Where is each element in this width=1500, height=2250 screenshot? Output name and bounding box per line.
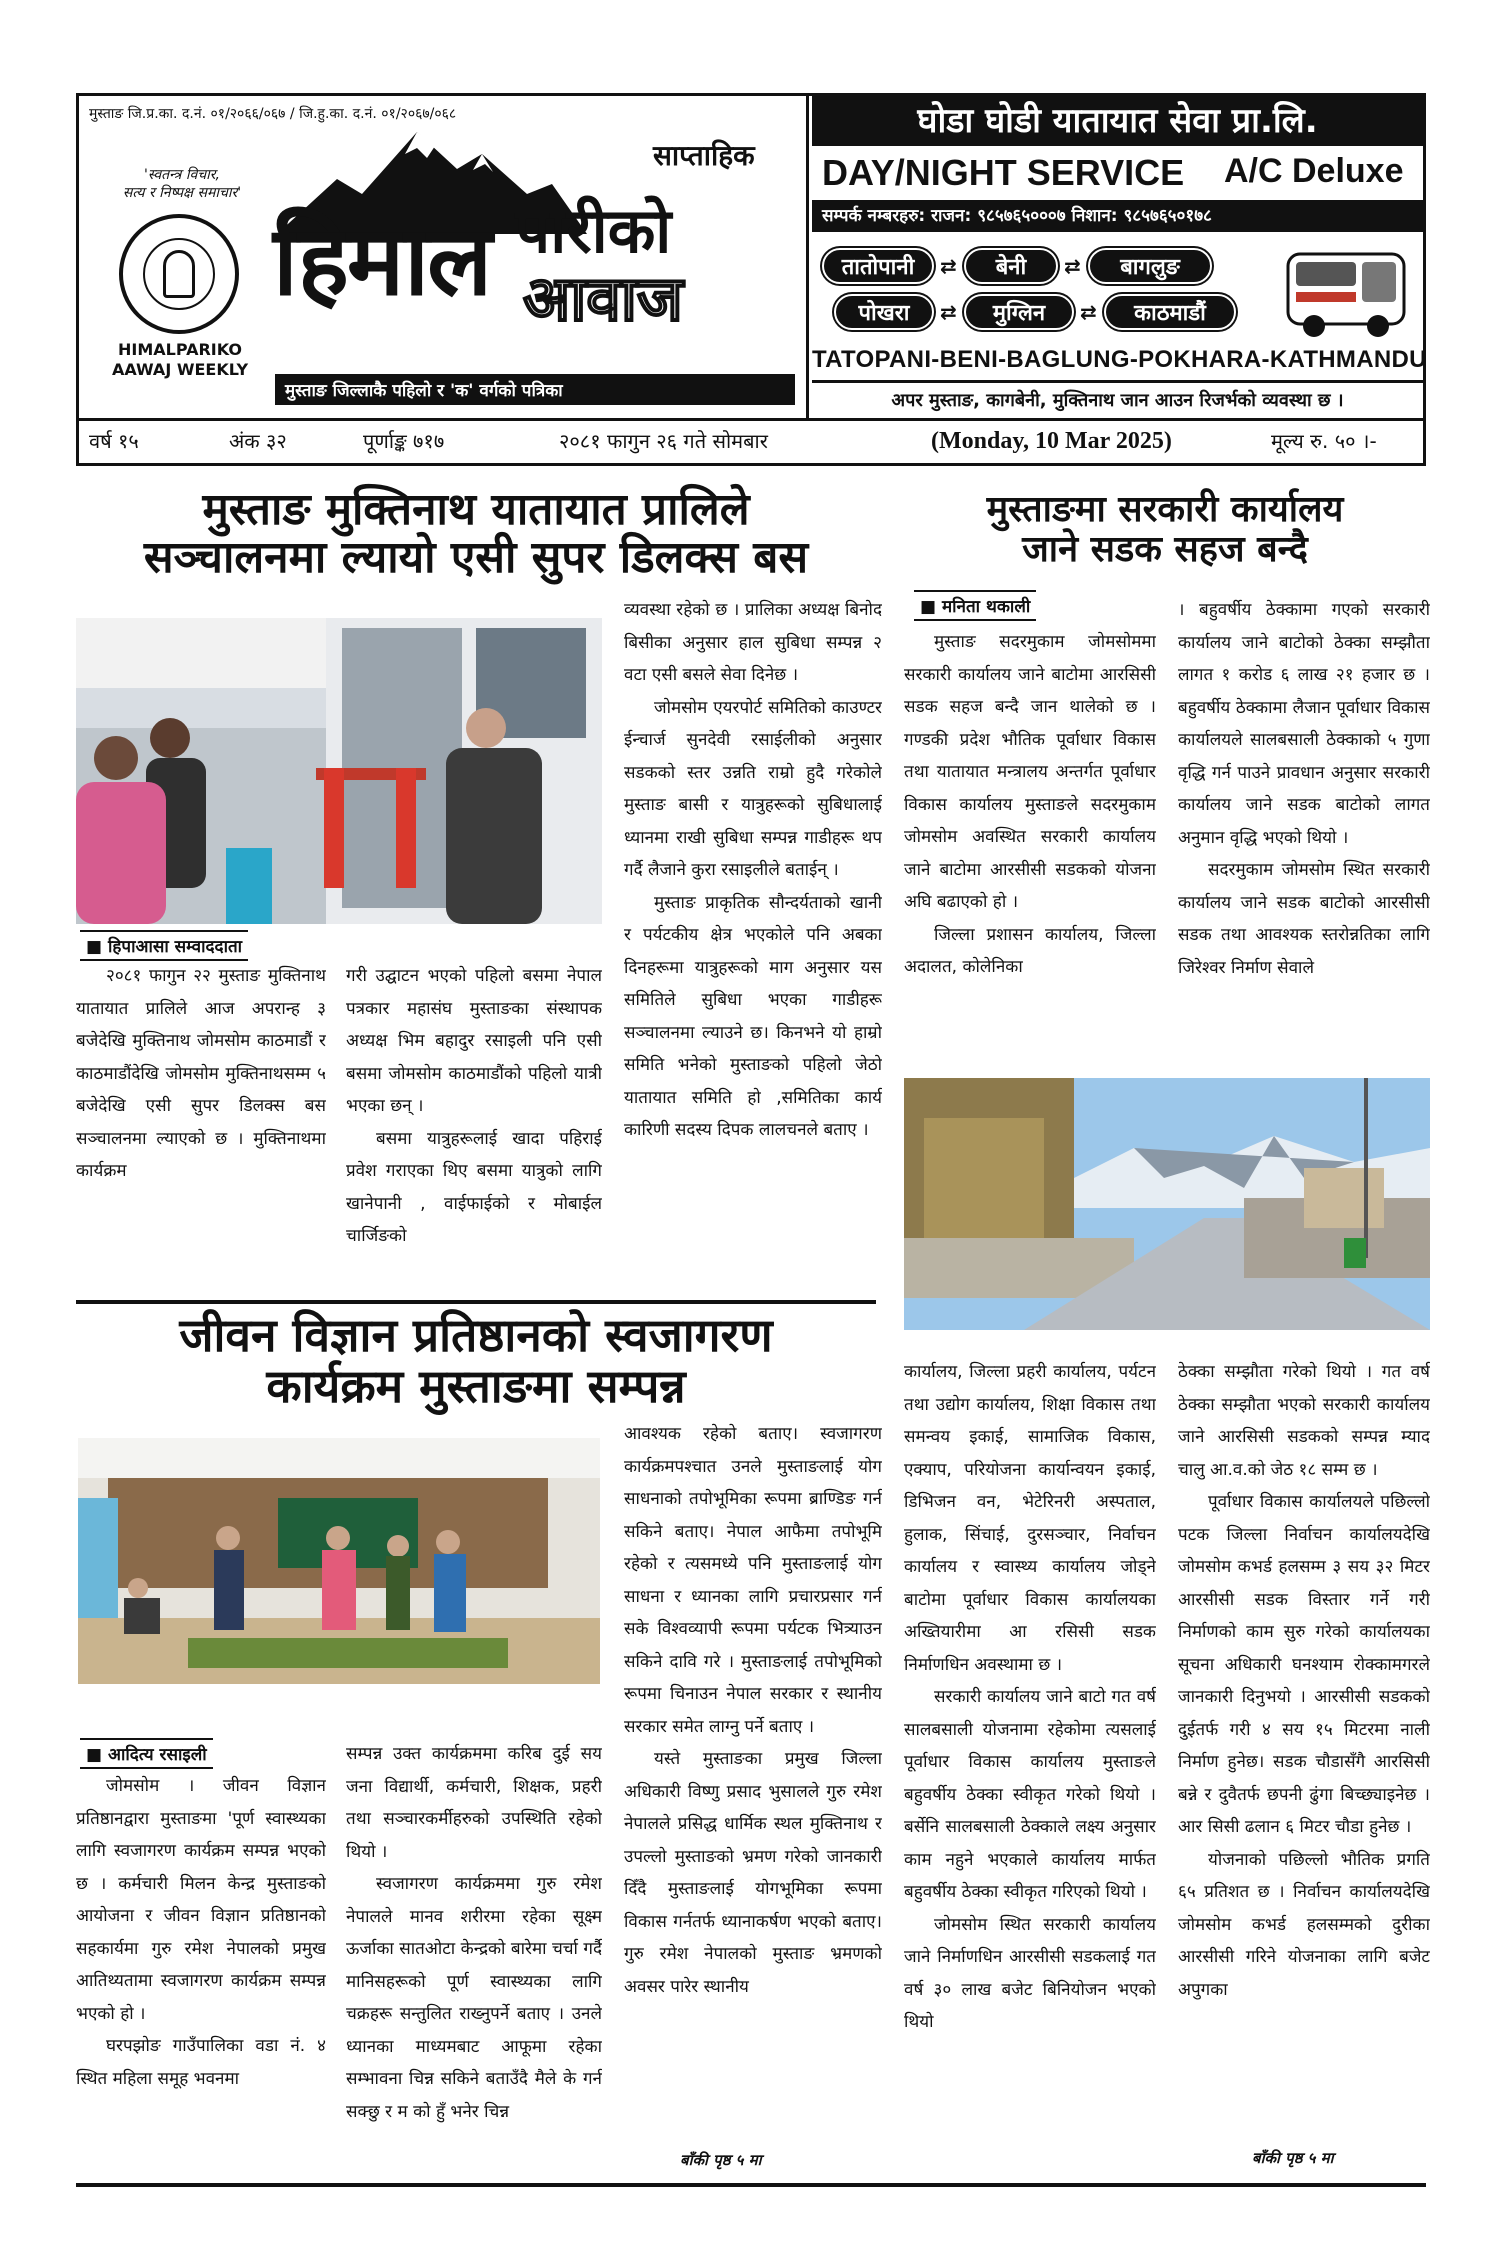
article-3-column-1 <box>76 1770 326 2170</box>
seal-emblem <box>163 250 195 298</box>
article-3-column-3 <box>624 1418 882 2148</box>
paragraph: सरकारी कार्यालय जाने बाटो गत वर्ष सालबसाली योजनामा रहेकोमा त्यसलाई पूर्वाधार विकास कार्यालय मुस्ताङले बहुवर्षीय ठेक्का स्वीकृत गरेको थियो । बर्सेनि सालबसाली ठेक्काले लक्ष्य अनुसार काम नहुने भएकाले कार्यालय मार्फत बहुवर्षीय ठेक्का स्वीकृत गरिएको थियो । <box>904 1687 1156 1902</box>
paragraph: पूर्वाधार विकास कार्यालयले पछिल्लो पटक जिल्ला निर्वाचन कार्यालयदेखि जोमसोम कभर्ड हलसम्म ३ सय ३२ मिटर आरसीसी सडक विस्तार गर्ने गरी निर्माणको काम सुरु गरेको कार्यालयका सूचना अधिकारी घनश्याम रोक्कामगरले जानकारी दिनुभयो । आरसीसी सडकको दुईतर्फ गरी ४ सय १५ मिटरमा नाली निर्माण हुनेछ। सडक चौडासँगै आरसिसी बन्ने र दुवैतर्फ छपनी ढुंगा बिच्छ्याइनेछ । आर सिसी ढलान ६ मिटर चौडा हुनेछ । <box>1178 1492 1430 1837</box>
paragraph: कार्यालय, जिल्ला प्रहरी कार्यालय, पर्यटन तथा उद्योग कार्यालय, शिक्षा विकास तथा समन्वय इकाई, सामाजिक विकास, एक्याप, परियोजना कार्यान्वयन इकाई, डिभिजन वन, भेटेरिनरी अस्पताल, हुलाक, सिंचाई, दुरसञ्चार, निर्वाचन कार्यालय र स्वास्थ्य कार्यालय जोड्ने बाटोमा पूर्वाधार विकास कार्यालयका अख्तियारीमा आ रसिसी सडक निर्माणधिन अवस्थामा छ । <box>904 1362 1156 1675</box>
tagline: मुस्ताङ जिल्लाकै पहिलो र 'क' वर्गको पत्रिका <box>275 374 795 405</box>
date-english: (Monday, 10 Mar 2025) <box>931 428 1172 454</box>
advert-note: अपर मुस्ताङ, कागबेनी, मुक्तिनाथ जान आउन रिजर्भको व्यवस्था छ । <box>812 380 1423 418</box>
paragraph: मुस्ताङ प्राकृतिक सौन्दर्यताको खानी र पर्यटकीय क्षेत्र भएकोले पनि अबका दिनहरूमा यात्रुहरूको माग अनुसार यस समितिले सुबिधा भएका गाडीहरू सञ्चालनमा ल्याउने छ। किनभने यो हाम्रो समिति भनेको मुस्ताङको पहिलो जेठो यातायात समिति हो ,समितिका कार्य कारिणी सदस्य दिपक लालचनले बताए । <box>624 892 882 1140</box>
route-stop-baglung: बागलुङ <box>1088 248 1212 284</box>
article-1-headline-line-1: मुस्ताङ मुक्तिनाथ यातायात प्रालिले <box>202 484 750 535</box>
motto-line-2: सत्य र निष्पक्ष समाचार' <box>122 185 242 201</box>
advert-class: A/C Deluxe <box>1224 152 1404 190</box>
paragraph: २०८१ फागुन २२ मुस्ताङ मुक्तिनाथ यातायात प्रालिले आज अपरान्ह ३ बजेदेखि मुक्तिनाथ जोमसोम काठमाडौं र काठमाडौंदेखि जोमसोम मुक्तिनाथसम्म ५ बजेदेखि एसी सुपर डिलक्स बस सञ्चालनमा ल्याएको छ । मुक्तिनाथमा कार्यक्रम <box>76 966 326 1181</box>
route-stop-tatopani: तातोपानी <box>822 248 934 284</box>
road-photo <box>904 1078 1430 1330</box>
paragraph: जोमसोम । जीवन विज्ञान प्रतिष्ठानद्वारा मुस्ताङमा 'पूर्ण स्वास्थ्यका लागि स्वजागरण कार्यक्रम सम्पन्न भएको छ । कर्मचारी मिलन केन्द्र मुस्ताङको आयोजना र जीवन विज्ञान प्रतिष्ठानको सहकार्यमा गुरु रमेश नेपालको प्रमुख आतिथ्यतामा स्वजागरण कार्यक्रम सम्पन्न भएको हो । <box>76 1776 326 2024</box>
section-divider <box>76 1300 876 1304</box>
paragraph: सदरमुकाम जोमसोम स्थित सरकारी कार्यालय जाने सडक बाटोको आरसीसी सडक तथा आवश्यक स्तरोन्नतिका लागि जिरेश्वर निर्माण सेवाले <box>1178 860 1430 978</box>
motto <box>107 166 257 202</box>
article-2-column-2 <box>1178 594 1430 1066</box>
paragraph: आवश्यक रहेको बताए। स्वजागरण कार्यक्रमपश्चात उनले मुस्ताङलाई योग साधनाको तपोभूमिका रूपमा ब्राण्डिङ गर्न सकिने बताए। नेपाल आफैमा तपोभूमि रहेको र त्यसमध्ये पनि मुस्ताङलाई योग साधना र ध्यानका लागि प्रचारप्रसार गर्न सके विश्वव्यापी रूपमा पर्यटक भित्र्याउन सकिने दावि गरे । मुस्ताङलाई तपोभूमिको रूपमा चिनाउन नेपाल सरकार र स्थानीय सरकार समेत लाग्नु पर्ने बताए । <box>624 1424 882 1737</box>
article-2-headline <box>895 490 1435 569</box>
advert-service: DAY/NIGHT SERVICE <box>822 152 1185 193</box>
article-1-column-2 <box>346 960 602 1290</box>
article-1-byline: ■ हिपाआसा सम्वाददाता <box>80 930 248 961</box>
arrow-icon: ⇄ <box>1080 300 1097 324</box>
article-2-continued: बाँकी पृष्ठ ५ मा <box>1252 2149 1334 2167</box>
issue-number: अंक ३२ <box>229 429 287 453</box>
brand-name-pariko: पारीको <box>515 194 672 267</box>
article-1-column-3 <box>624 594 882 1290</box>
serial-number: पूर्णाङ्क ७१७ <box>363 429 445 453</box>
paragraph: ठेक्का सम्झौता गरेको थियो । गत वर्ष ठेक्का सम्झौता भएको सरकारी कार्यालय जाने आरसिसी सडकको सम्पन्न म्याद चालु आ.व.को जेठ १८ सम्म छ । <box>1178 1362 1430 1480</box>
paragraph: सम्पन्न उक्त कार्यक्रममा करिब दुई सय जना विद्यार्थी, कर्मचारी, शिक्षक, प्रहरी तथा सञ्चारकर्मीहरुको उपस्थिति रहेको थियो । <box>346 1744 602 1862</box>
arrow-icon: ⇄ <box>940 300 957 324</box>
page-bottom-rule <box>76 2183 1426 2187</box>
article-2-headline-line-2: जाने सडक सहज बन्दै <box>1022 528 1308 570</box>
article-1-column-1 <box>76 960 326 1290</box>
paragraph: । बहुवर्षीय ठेक्कामा गएको सरकारी कार्यालय जाने बाटोको ठेक्का सम्झौता लागत १ करोड ६ लाख २१ हजार छ । बहुवर्षीय ठेक्कामा लैजान पूर्वाधार विकास कार्यालयले सालबसाली ठेक्काको ५ गुणा वृद्धि गर्न पाउने प्रावधान अनुसार सरकारी कार्यालय जाने सडक बाटोको लागत अनुमान वृद्धि भएको थियो । <box>1178 600 1430 848</box>
paragraph: योजनाको पछिल्लो भौतिक प्रगति ६५ प्रतिशत छ । निर्वाचन कार्यालयदेखि जोमसोम कभर्ड हलसम्मको दुरीका आरसीसी गरिने योजनाका लागि बजेट अपुगका <box>1178 1849 1430 2000</box>
article-2-column-4 <box>1178 1356 1430 2148</box>
article-2-column-1 <box>904 626 1156 1066</box>
paragraph: यस्ते मुस्ताङका प्रमुख जिल्ला अधिकारी विष्णु प्रसाद भुसालले गुरु रमेश नेपालले प्रसिद्ध धार्मिक स्थल मुक्तिनाथ र उपल्लो मुस्ताङको भ्रमण गरेको जानकारी दिँदै मुस्ताङलाई योगभूमिका रूपमा विकास गर्नतर्फ ध्यानाकर्षण भएको बताए। गुरु रमेश नेपालको मुस्ताङ भ्रमणको अवसर पारेर स्थानीय <box>624 1749 882 1997</box>
bus-inauguration-photo <box>76 618 602 924</box>
yoga-program-photo <box>78 1438 600 1684</box>
english-name-line-2: AAWAJ WEEKLY <box>111 360 249 379</box>
masthead <box>76 93 1426 421</box>
bus-service-advert <box>812 96 1427 418</box>
article-3-byline: ■ आदित्य रसाइली <box>80 1738 213 1769</box>
bus-icon <box>1282 244 1410 342</box>
registration-number: मुस्ताङ जि.प्र.का. द.नं. ०१/२०६६/०६७ / जि.हु.का. द.नं. ०१/२०६७/०६८ <box>89 106 457 122</box>
route-stop-muglin: मुग्लिन <box>964 294 1074 330</box>
arrow-icon: ⇄ <box>1064 254 1081 278</box>
motto-line-1: 'स्वतन्त्र विचार, <box>144 167 220 183</box>
arrow-icon: ⇄ <box>940 254 957 278</box>
weekly-label: साप्ताहिक <box>653 139 755 172</box>
route-stop-beni: बेनी <box>964 248 1058 284</box>
brand-name-aawaj: आवाज <box>523 262 683 335</box>
route-stop-kathmandu: काठमाडौं <box>1104 294 1236 330</box>
paragraph: जोमसोम स्थित सरकारी कार्यालय जाने निर्माणधिन आरसीसी सडकलाई गत वर्ष ३० लाख बजेट बिनियोजन भएको थियो <box>904 1914 1156 2032</box>
route-stop-pokhara: पोखरा <box>834 294 934 330</box>
paragraph: स्वजागरण कार्यक्रममा गुरु रमेश नेपालले मानव शरीरमा रहेका सूक्ष्म ऊर्जाका सातओटा केन्द्रको बारेमा चर्चा गर्दै मानिसहरूको पूर्ण स्वास्थ्यका लागि चक्रहरू सन्तुलित राख्नुपर्ने बताए । उनले ध्यानका माध्यमबाट आफूमा रहेका सम्भावना चिन्न सकिने बताउँदै मैले के गर्न सक्छु र म को हुँ भनेर चिन्न <box>346 1874 602 2122</box>
english-name <box>105 340 255 380</box>
paragraph: जोमसोम एयरपोर्ट समितिको काउण्टर ईन्चार्ज सुनदेवी रसाईलीको अनुसार सडकको स्तर उन्नति राम्रो हुदै गरेकोले मुस्ताङ बासी र यात्रुहरूको सुबिधालाई ध्यानमा राखी सुबिधा सम्पन्न गाडीहरू थप गर्दै लैजाने कुरा रसाइलीले बताईन् । <box>624 697 882 880</box>
advert-title: घोडा घोडी यातायात सेवा प्रा.लि. <box>812 96 1423 146</box>
volume: वर्ष १५ <box>89 429 139 453</box>
advert-contact: सम्पर्क नम्बरहरु: राजन: ९८५७६५०००७ निशान: ९८५७६५०१७८ <box>812 200 1423 232</box>
seal-logo <box>119 214 239 334</box>
article-3-column-2 <box>346 1738 602 2170</box>
brand-name-himal: हिमाल <box>273 205 491 317</box>
article-3-headline <box>76 1310 876 1411</box>
newspaper-nameplate <box>79 96 809 418</box>
article-3-continued: बाँकी पृष्ठ ५ मा <box>680 2151 762 2169</box>
advert-route: TATOPANI-BENI-BAGLUNG-POKHARA-KATHMANDU <box>812 346 1427 373</box>
paragraph: घरपझोङ गाउँपालिका वडा नं. ४ स्थित महिला समूह भवनमा <box>76 2036 326 2089</box>
paragraph: जिल्ला प्रशासन कार्यालय, जिल्ला अदालत, कोलेनिका <box>904 924 1156 977</box>
paragraph: मुस्ताङ सदरमुकाम जोमसोममा सरकारी कार्यालय जाने बाटोमा आरसिसी सडक सहज बन्दै जान थालेको छ । गण्डकी प्रदेश भौतिक पूर्वाधार विकास तथा यातायात मन्त्रालय अन्तर्गत पूर्वाधार विकास कार्यालय मुस्ताङले सदरमुकाम जोमसोम अवस्थित सरकारी कार्यालय जाने बाटोमा आरसीसी सडकको योजना अघि बढाएको हो । <box>904 632 1156 912</box>
article-2-column-3 <box>904 1356 1156 2148</box>
price: मूल्य रु. ५० ।- <box>1271 429 1377 453</box>
article-3-headline-line-1: जीवन विज्ञान प्रतिष्ठानको स्वजागरण <box>179 1308 773 1362</box>
paragraph: गरी उद्घाटन भएको पहिलो बसमा नेपाल पत्रकार महासंघ मुस्ताङका संस्थापक अध्यक्ष भिम बहादुर रसाइली पनि एसी बसमा जोमसोम काठमाडौंको पहिलो यात्री भएका छन् । <box>346 966 602 1116</box>
article-3-headline-line-2: कार्यक्रम मुस्ताङमा सम्पन्न <box>266 1358 686 1413</box>
article-2-byline: ■ मनिता थकाली <box>914 590 1036 621</box>
article-2-headline-line-1: मुस्ताङमा सरकारी कार्यालय <box>986 489 1344 530</box>
paragraph: बसमा यात्रुहरूलाई खादा पहिराई प्रवेश गराएका थिए बसमा यात्रुको लागि खानेपानी , वाईफाईको र मोबाईल चार्जिङको <box>346 1128 602 1246</box>
article-1-headline <box>76 486 876 583</box>
issue-info-bar <box>76 420 1426 466</box>
paragraph: व्यवस्था रहेको छ । प्रालिका अध्यक्ष बिनोद बिसीका अनुसार हाल सुबिधा सम्पन्न २ वटा एसी बसले सेवा दिनेछ । <box>624 600 882 685</box>
article-1-headline-line-2: सञ्चालनमा ल्यायो एसी सुपर डिलक्स बस <box>143 532 809 584</box>
date-nepali: २०८१ फागुन २६ गते सोमबार <box>559 429 768 453</box>
english-name-line-1: HIMALPARIKO <box>117 340 243 359</box>
